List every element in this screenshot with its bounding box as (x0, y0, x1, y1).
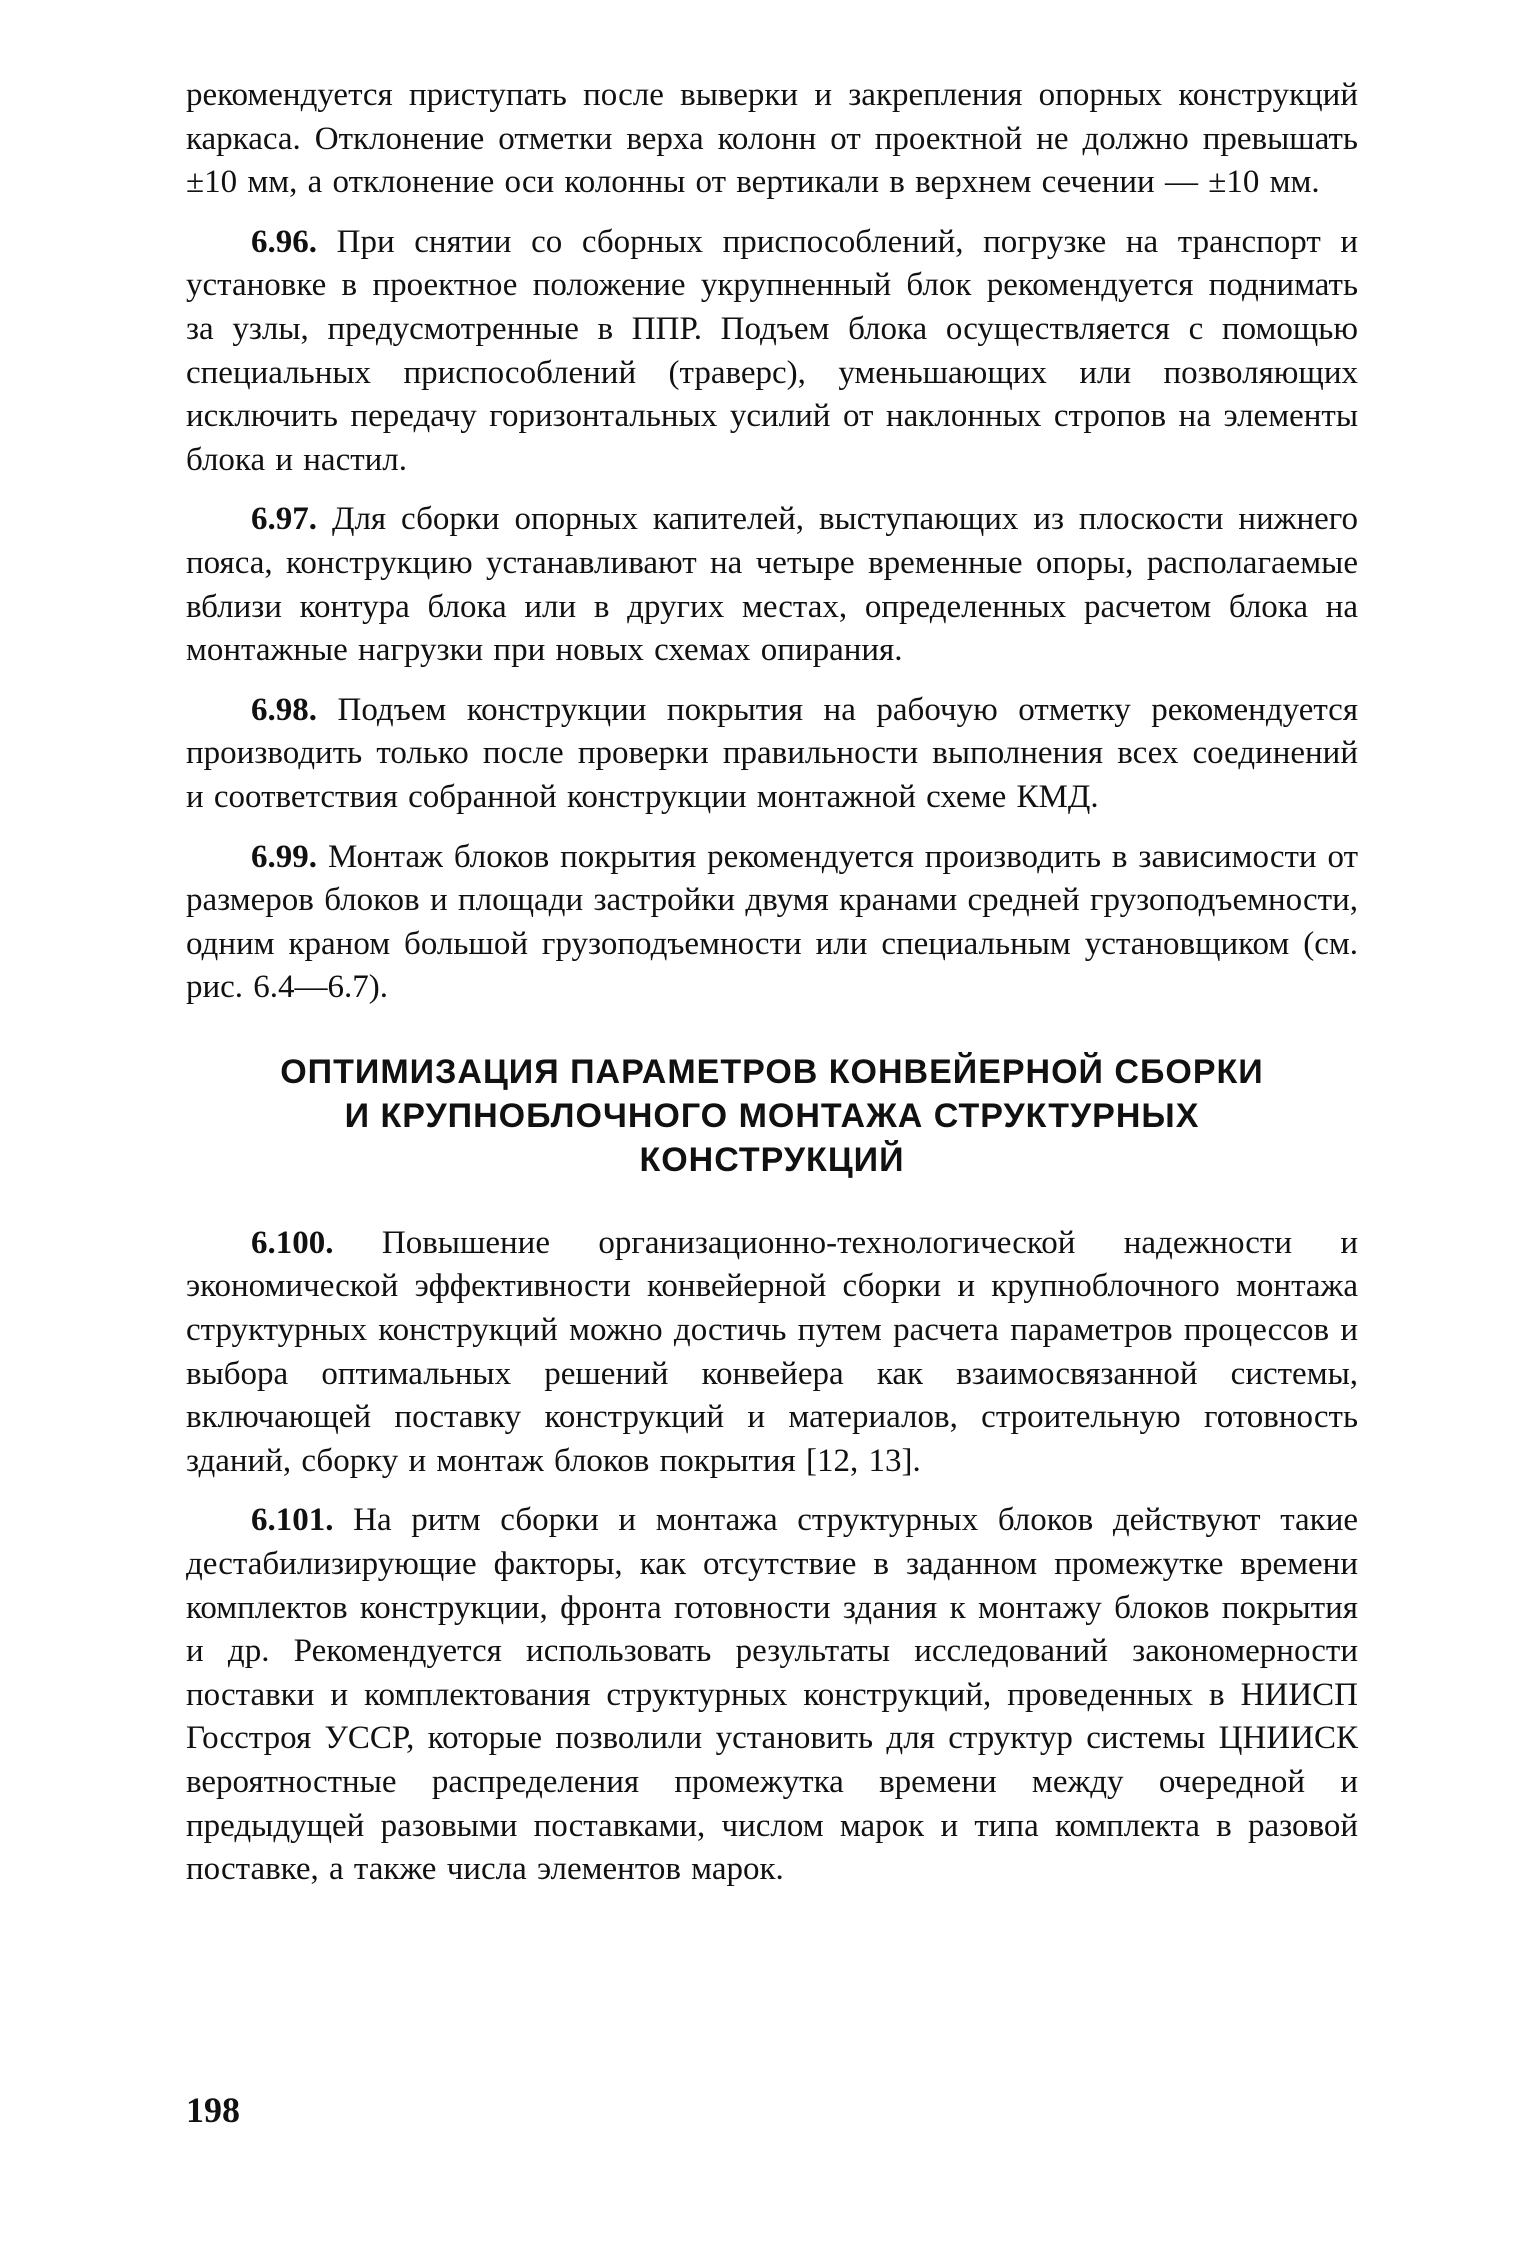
paragraph-text: рекомендуется приступать после выверки и закрепления опорных конструкций каркаса. Отклонение отметки верха колонн от проектной не должно превышать ±10 мм, а отклонение оси колонны от вертикали в верхнем сечении — ±10 мм. (186, 77, 1358, 201)
paragraph-text: Подъем конструкции покрытия на рабочую отметку рекомендуется производить только после проверки правильности выполнения всех соединений и соответствия собранной конструкции монтажной схеме КМД. (186, 691, 1358, 815)
paragraph-6-100 (186, 1222, 1358, 1484)
section-heading (186, 1050, 1358, 1182)
paragraph-6-96 (186, 221, 1358, 483)
paragraph-text: Для сборки опорных капителей, выступающих из плоскости нижнего пояса, конструкцию устанавливают на четыре временные опоры, располагаемые вблизи контура блока или в других местах, определенных расчетом блока на монтажные нагрузки при новых схемах опирания. (186, 501, 1359, 669)
paragraph-6-99 (186, 836, 1358, 1010)
paragraph-text: На ритм сборки и монтажа структурных блоков действуют такие дестабилизирующие факторы, как отсутствие в заданном промежутке времени комплектов конструкции, фронта готовности здания к монтажу блоков покрытия и др. Рекомендуется использовать результаты исследований закономерности поставки и комплектования структурных конструкций, проведенных в НИИСП Госстроя УССР, которые позволили установить для структур системы ЦНИИСК вероятностные распределения промежутка времени между очередной и предыдущей разовыми поставками, числом марок и типа комплекта в разовой поставке, а также числа элементов марок. (186, 1502, 1359, 1888)
paragraph-text: При снятии со сборных приспособлений, погрузке на транспорт и установке в проектное положение укрупненный блок рекомендуется поднимать за узлы, предусмотренные в ППР. Подъем блока осуществляется с помощью специальных приспособлений (траверс), уменьшающих или позволяющих исключить передачу горизонтальных усилий от наклонных стропов на элементы блока и настил. (186, 223, 1359, 478)
paragraph-number: 6.100. (251, 1224, 334, 1261)
paragraph-text: Повышение организационно-технологической надежности и экономической эффективности конвейерной сборки и крупноблочного монтажа структурных конструкций можно достичь путем расчета параметров процессов и выбора оптимальных решений конвейера как взаимосвязанной системы, включающей поставку конструкций и материалов, строительную готовность зданий, сборку и монтаж блоков покрытия [12, 13]. (186, 1224, 1359, 1479)
paragraph-6-101 (186, 1499, 1358, 1891)
page-number: 198 (186, 2090, 240, 2130)
paragraph-number: 6.99. (251, 838, 317, 875)
paragraph-number: 6.97. (251, 501, 317, 538)
paragraph-6-98 (186, 689, 1358, 820)
paragraph-number: 6.96. (251, 223, 317, 260)
page-content (186, 74, 1358, 1908)
section-heading-line-2: И КРУПНОБЛОЧНОГО МОНТАЖА СТРУКТУРНЫХ (344, 1096, 1200, 1135)
paragraph-number: 6.98. (251, 691, 317, 728)
paragraph-number: 6.101. (251, 1502, 334, 1539)
paragraph-continued (186, 74, 1358, 205)
section-heading-line-1: ОПТИМИЗАЦИЯ ПАРАМЕТРОВ КОНВЕЙЕРНОЙ СБОРКИ (280, 1052, 1264, 1091)
paragraph-text: Монтаж блоков покрытия рекомендуется производить в зависимости от размеров блоков и площади застройки двумя кранами средней грузоподъемности, одним краном большой грузоподъемности или специальным установщиком (см. рис. 6.4—6.7). (186, 838, 1359, 1006)
paragraph-6-97 (186, 498, 1358, 672)
section-heading-line-3: КОНСТРУКЦИЙ (639, 1140, 905, 1179)
